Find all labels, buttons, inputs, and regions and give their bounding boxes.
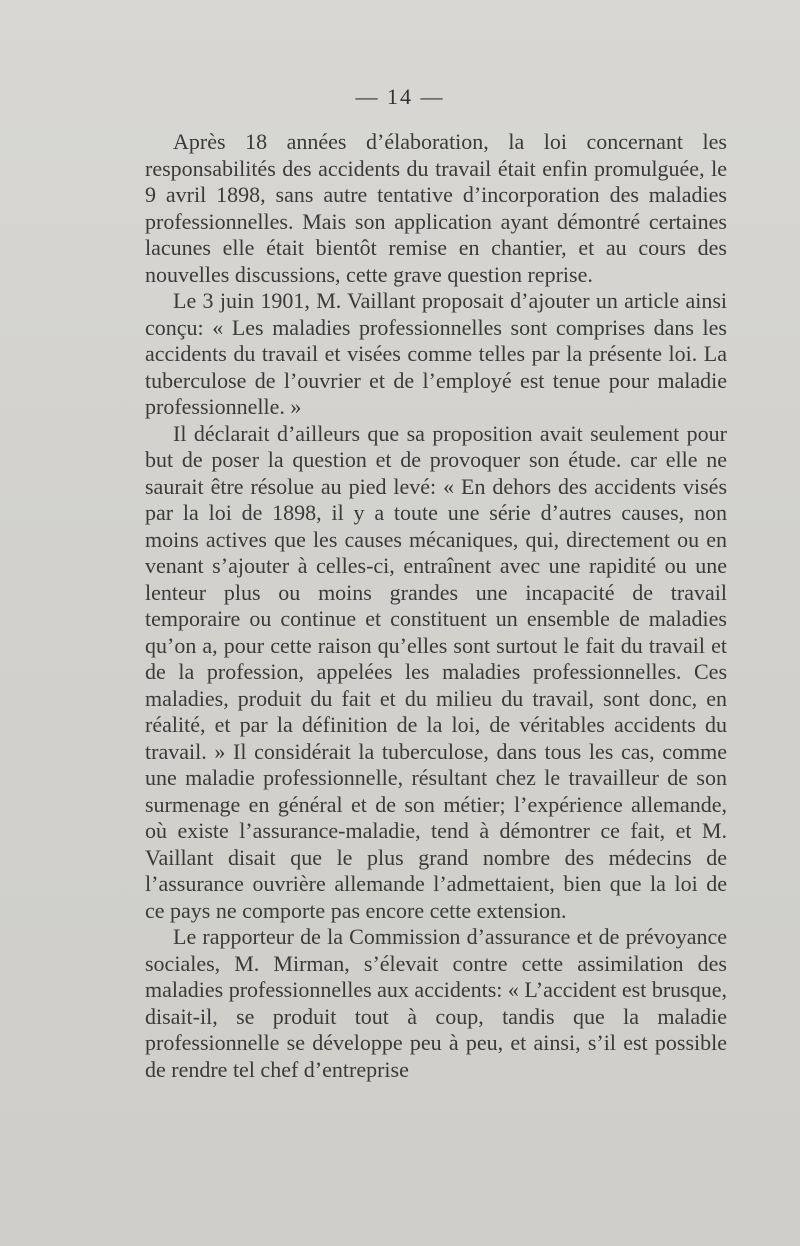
paragraph-3: Il déclarait d’ailleurs que sa proposition avait seulement pour but de poser la question et de provoquer son étude. car elle ne saurait être résolue au pied levé: « En dehors des accidents visés par la loi de 1898, il y a toute une série d’autres causes, non moins actives que les causes mécaniques, qui, directement ou en venant s’ajouter à celles-ci, entraînent avec une rapidité ou une lenteur plus ou moins grandes une incapacité de travail temporaire ou continue et constituent un ensemble de maladies qu’on a, pour cette raison qu’elles sont surtout le fait du travail et de la profession, appelées les maladies professionnelles. Ces maladies, produit du fait et du milieu du travail, sont donc, en réalité, et par la définition de la loi, de véritables accidents du travail. » Il considérait la tuberculose, dans tous les cas, comme une maladie professionnelle, résultant chez le travailleur de son surmenage en général et de son métier; l’expérience allemande, où existe l’assurance-maladie, tend à démontrer ce fait, et M. Vaillant disait que le plus grand nombre des médecins de l’assurance ouvrière allemande l’admettaient, bien que la loi de ce pays ne comporte pas encore cette extension.: [145, 420, 727, 923]
page-number: — 14 —: [355, 84, 445, 109]
paragraph-4: Le rapporteur de la Commission d’assurance et de prévoyance sociales, M. Mirman, s’élevait contre cette assimilation des maladies professionnelles aux accidents: « L’accident est brusque, disait-il, se produit tout à coup, tandis que la maladie professionnelle se développe peu à peu, et ainsi, s’il est possible de rendre tel chef d’entreprise: [145, 924, 728, 1082]
paragraph-2: Le 3 juin 1901, M. Vaillant proposait d’ajouter un article ainsi conçu: « Les maladies professionnelles sont comprises dans les accidents du travail et visées comme telles par la présente loi. La tuberculose de l’ouvrier et de l’employé est tenue pour maladie professionnelle. »: [145, 288, 727, 419]
body-text: [145, 129, 727, 1083]
paragraph-1: Après 18 années d’élaboration, la loi concernant les responsabilités des accidents du travail était enfin promulguée, le 9 avril 1898, sans autre tentative d’incorporation des maladies professionnelles. Mais son application ayant démontré certaines lacunes elle était bientôt remise en chantier, et au cours des nouvelles discussions, cette grave question reprise.: [145, 129, 727, 287]
